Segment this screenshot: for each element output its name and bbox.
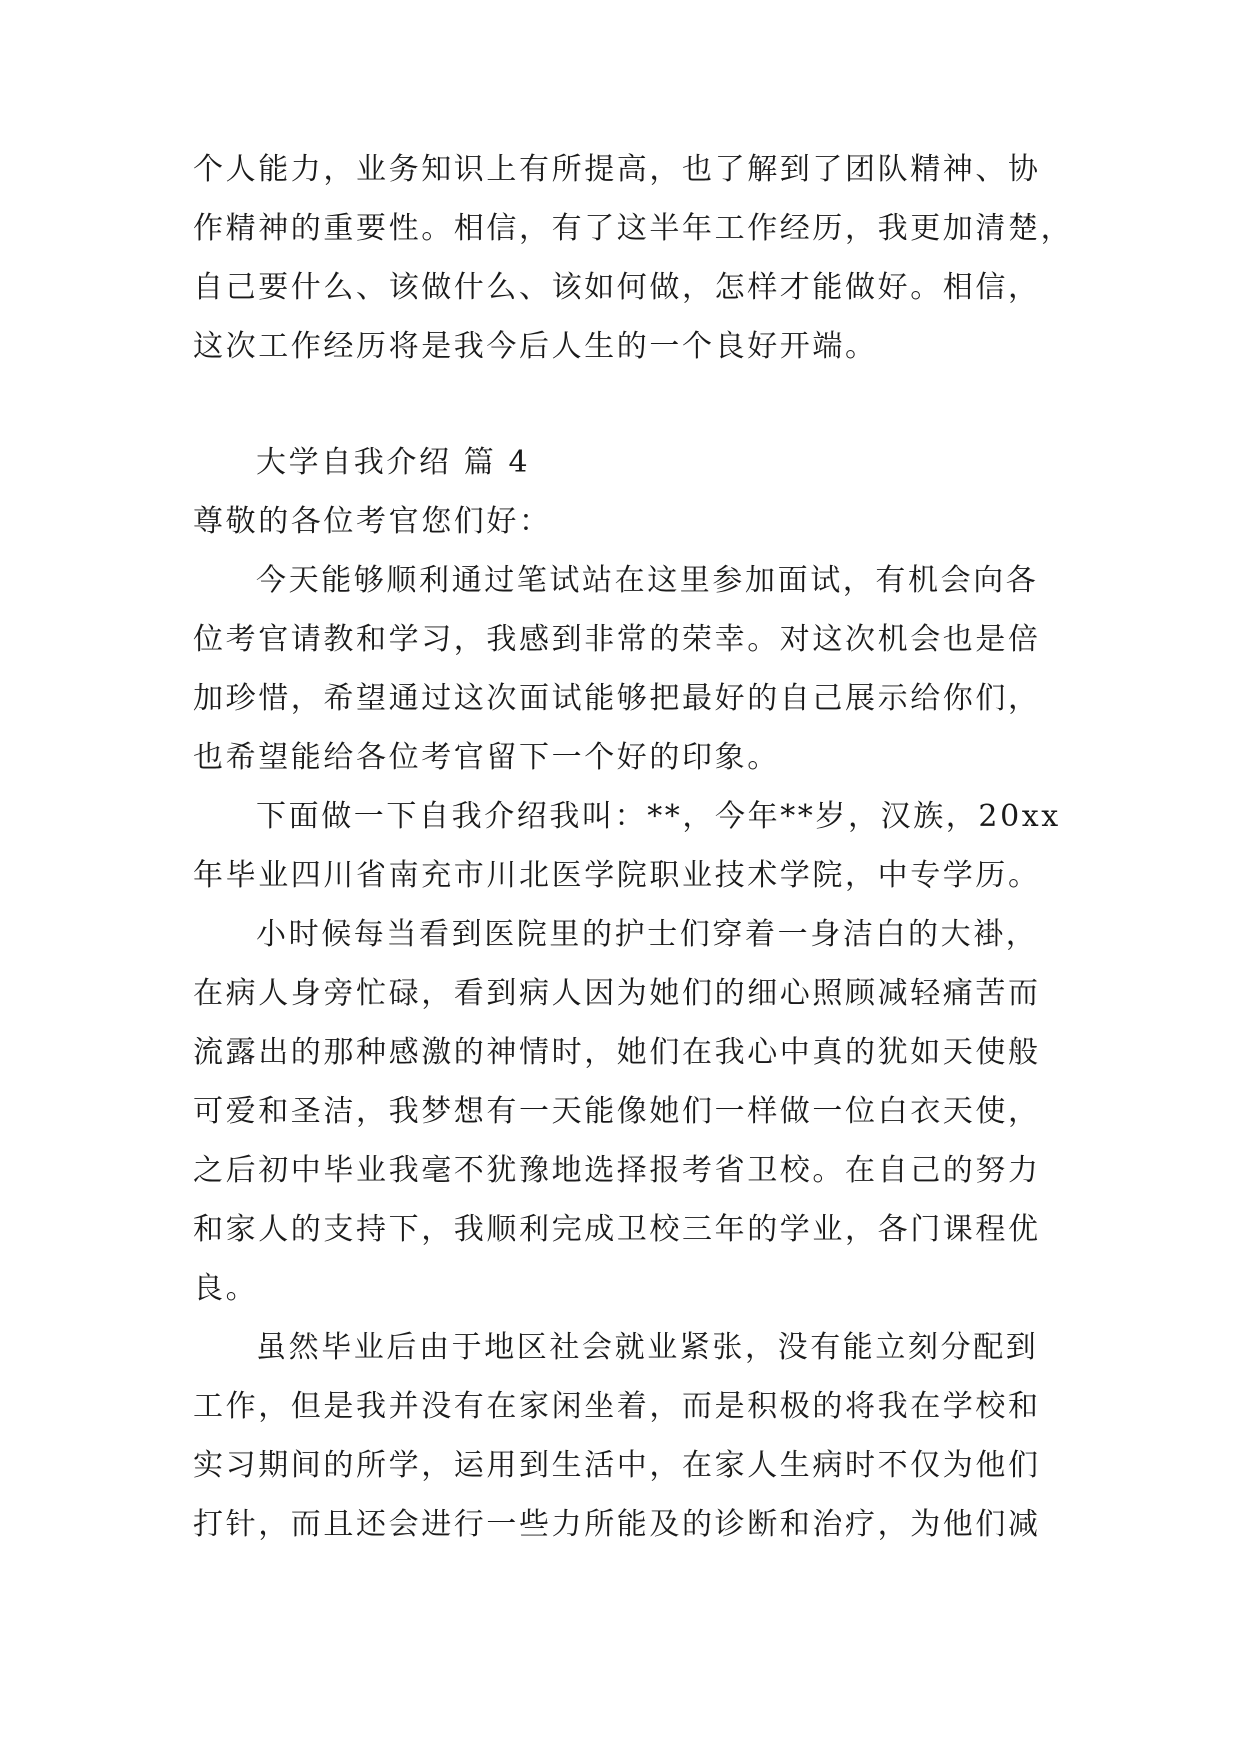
text-line: 也希望能给各位考官留下一个好的印象。 xyxy=(193,740,780,775)
text-line: 位考官请教和学习，我感到非常的荣幸。对这次机会也是倍 xyxy=(193,622,1041,657)
text-line: 今天能够顺利通过笔试站在这里参加面试，有机会向各 xyxy=(256,563,1039,598)
text-line: 工作，但是我并没有在家闲坐着，而是积极的将我在学校和 xyxy=(193,1389,1041,1424)
text-line: 良。 xyxy=(193,1271,259,1306)
text-line: 年毕业四川省南充市川北医学院职业技术学院，中专学历。 xyxy=(193,858,1041,893)
text-line: 这次工作经历将是我今后人生的一个良好开端。 xyxy=(193,329,878,364)
text-line: 个人能力，业务知识上有所提高，也了解到了团队精神、协 xyxy=(193,152,1041,187)
text-line: 小时候每当看到医院里的护士们穿着一身洁白的大褂， xyxy=(256,917,1039,952)
text-line: 之后初中毕业我毫不犹豫地选择报考省卫校。在自己的努力 xyxy=(193,1153,1041,1188)
text-line: 下面做一下自我介绍我叫：**，今年**岁，汉族，20xx xyxy=(256,799,1061,834)
section-heading: 大学自我介绍 篇 4 xyxy=(256,445,531,480)
text-line: 实习期间的所学，运用到生活中，在家人生病时不仅为他们 xyxy=(193,1448,1041,1483)
text-line: 加珍惜，希望通过这次面试能够把最好的自己展示给你们， xyxy=(193,681,1041,716)
text-line: 打针，而且还会进行一些力所能及的诊断和治疗，为他们减 xyxy=(193,1507,1041,1542)
text-line: 流露出的那种感激的神情时，她们在我心中真的犹如天使般 xyxy=(193,1035,1041,1070)
text-line: 作精神的重要性。相信，有了这半年工作经历，我更加清楚， xyxy=(193,211,1074,246)
text-line: 虽然毕业后由于地区社会就业紧张，没有能立刻分配到 xyxy=(256,1330,1039,1365)
text-line: 自己要什么、该做什么、该如何做，怎样才能做好。相信， xyxy=(193,270,1041,305)
text-line: 在病人身旁忙碌，看到病人因为她们的细心照顾减轻痛苦而 xyxy=(193,976,1041,1011)
text-line: 可爱和圣洁，我梦想有一天能像她们一样做一位白衣天使， xyxy=(193,1094,1041,1129)
text-line: 和家人的支持下，我顺利完成卫校三年的学业，各门课程优 xyxy=(193,1212,1041,1247)
greeting-line: 尊敬的各位考官您们好： xyxy=(193,504,552,539)
